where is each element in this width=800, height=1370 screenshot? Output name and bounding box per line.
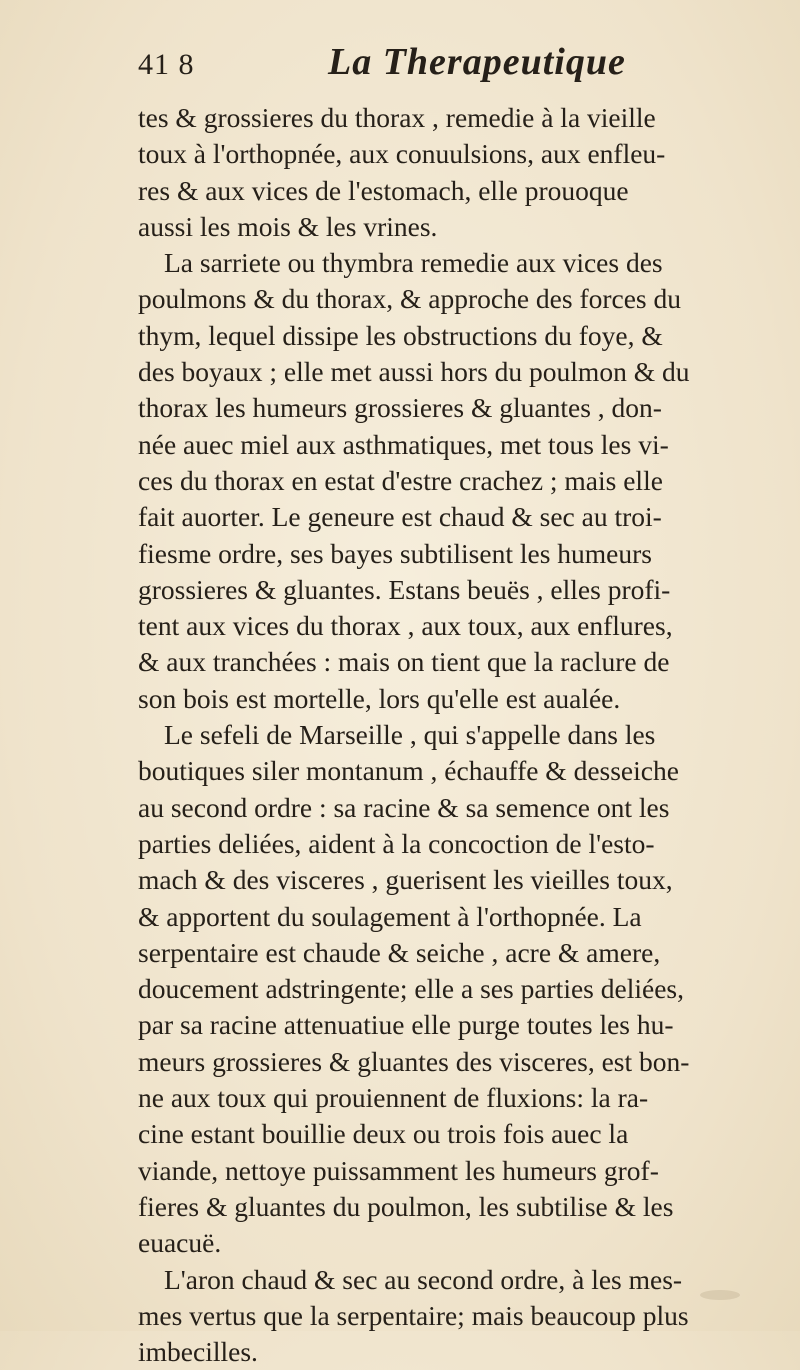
- text-line: aussi les mois & les vrines.: [138, 210, 438, 242]
- text-line: L'aron chaud & sec au second ordre, à les mes-: [164, 1263, 683, 1295]
- text-line: thorax les humeurs grossieres & gluantes , don-: [138, 392, 662, 424]
- text-line: doucement adstringente; elle a ses parties deliées,: [138, 973, 684, 1005]
- text-line: poulmons & du thorax, & approche des forces du: [138, 283, 682, 315]
- page-header: [138, 40, 758, 96]
- text-line: Le sefeli de Marseille , qui s'appelle dans les: [164, 719, 656, 751]
- text-line: des boyaux ; elle met aussi hors du poulmon & du: [138, 356, 690, 388]
- text-line: imbecilles.: [138, 1336, 258, 1368]
- paper-smudge: [700, 1290, 740, 1300]
- text-line: boutiques siler montanum , échauffe & desseiche: [138, 755, 679, 787]
- text-line: toux à l'orthopnée, aux conuulsions, aux enfleu-: [138, 138, 666, 170]
- text-line: parties deliées, aident à la concoction de l'esto-: [138, 827, 655, 859]
- running-title: La Therapeutique: [328, 41, 626, 83]
- text-line: thym, lequel dissipe les obstructions du foye, &: [138, 319, 663, 351]
- text-line: serpentaire est chaude & seiche , acre & amere,: [138, 936, 661, 968]
- text-line: fiesme ordre, ses bayes subtilisent les humeurs: [138, 537, 652, 569]
- text-line: & apportent du soulagement à l'orthopnée. La: [138, 900, 642, 932]
- text-line: par sa racine attenuatiue elle purge toutes les hu-: [138, 1009, 674, 1041]
- text-line: ne aux toux qui prouiennent de fluxions: la ra-: [138, 1082, 649, 1114]
- text-line: tes & grossieres du thorax , remedie à la vieille: [138, 102, 656, 133]
- text-line: cine estant bouillie deux ou trois fois auec la: [138, 1118, 629, 1150]
- text-line: ces du thorax en estat d'estre crachez ; mais elle: [138, 464, 663, 496]
- text-line: fieres & gluantes du poulmon, les subtilise & les: [138, 1190, 674, 1222]
- text-line: grossieres & gluantes. Estans beuës , elles profi-: [138, 573, 671, 605]
- text-line: son bois est mortelle, lors qu'elle est aualée.: [138, 682, 621, 714]
- text-line: mach & des visceres , guerisent les vieilles toux,: [138, 864, 673, 896]
- text-line: euacuë.: [138, 1227, 222, 1259]
- body-text: [138, 100, 778, 1370]
- text-line: res & aux vices de l'estomach, elle prouoque: [138, 174, 629, 206]
- text-line: & aux tranchées : mais on tient que la raclure de: [138, 646, 670, 678]
- text-line: tent aux vices du thorax , aux toux, aux enflures,: [138, 610, 673, 642]
- text-line: mes vertus que la serpentaire; mais beaucoup plus: [138, 1299, 689, 1331]
- page-number: 41 8: [138, 48, 195, 81]
- text-line: née auec miel aux asthmatiques, met tous les vi-: [138, 428, 669, 460]
- text-line: La sarriete ou thymbra remedie aux vices des: [164, 247, 663, 279]
- text-line: viande, nettoye puissamment les humeurs grof-: [138, 1154, 659, 1186]
- text-line: au second ordre : sa racine & sa semence ont les: [138, 791, 670, 823]
- text-line: meurs grossieres & gluantes des visceres, est bon-: [138, 1045, 690, 1077]
- text-line: fait auorter. Le geneure est chaud & sec au troi-: [138, 501, 662, 533]
